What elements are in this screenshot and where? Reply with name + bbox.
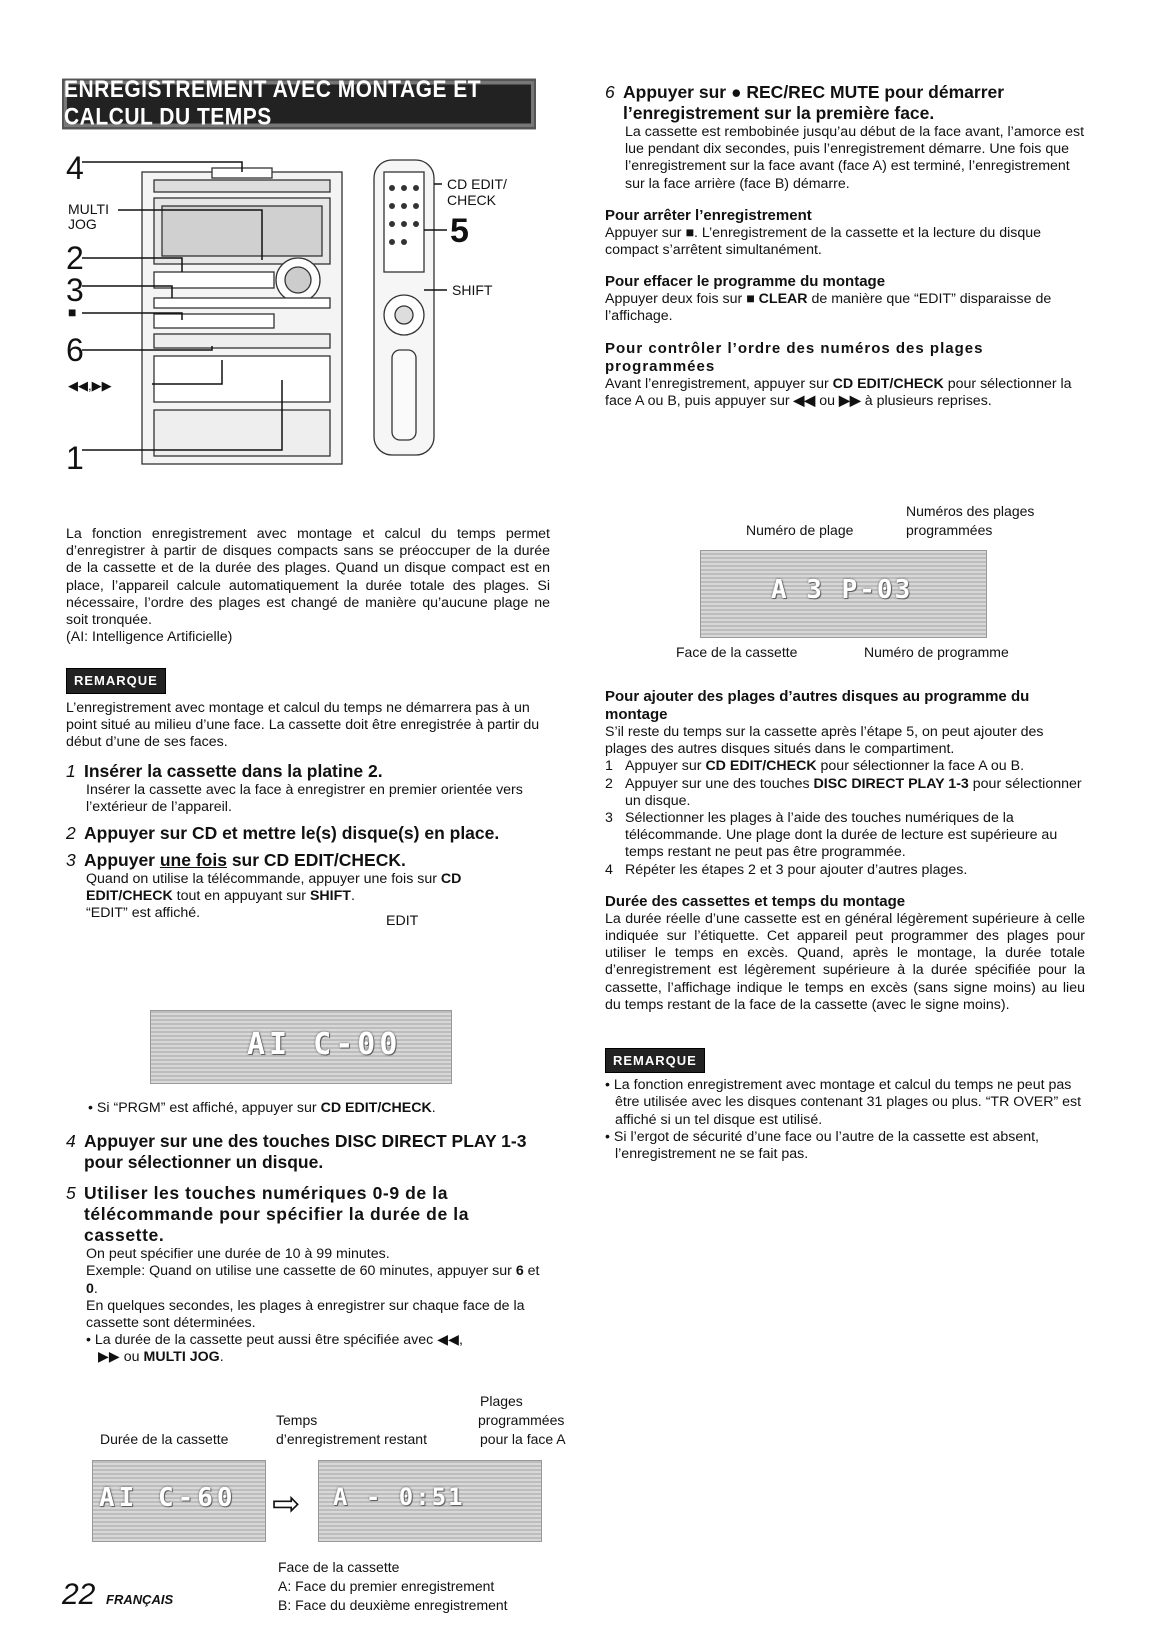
arrow-icon: ⇨	[272, 1485, 301, 1523]
add-body: S’il reste du temps sur la cassette après l’étape 5, on peut ajouter des plages des autres disques situés dans le compartiment.	[605, 724, 1044, 758]
page-language: FRANÇAIS	[106, 1592, 174, 1607]
left-column	[66, 526, 550, 930]
lcd-duration-display	[92, 1460, 266, 1542]
label-step-6: 6	[66, 332, 84, 368]
label-multi-jog: MULTI JOG	[68, 201, 109, 232]
left-column-lower	[66, 1100, 550, 1367]
stop-body: Appuyer sur ■. L’enregistrement de la cassette et la lecture du disque compact s’arrêtent simultanément.	[605, 224, 1042, 259]
remarque2-label: REMARQUE	[605, 1048, 705, 1073]
cap-numeros-1: Numéros des plages	[906, 503, 1035, 519]
remarque2-badge	[605, 1048, 1085, 1073]
list-item: 4 Répéter les étapes 2 et 3 pour ajouter d’autres plages.	[605, 861, 968, 878]
label-step-4: 4	[66, 150, 84, 186]
remarque2-bullet-2: • Si l’ergot de sécurité d’une face ou l’autre de la cassette est absent, l’enregistrement ne se fait pas.	[605, 1128, 1040, 1163]
cap-plages-3: pour la face A	[480, 1431, 566, 1447]
cap-temps-1: Temps	[276, 1412, 318, 1428]
erase-body: Appuyer deux fois sur ■ CLEAR de manière que “EDIT” disparaisse de l’affichage.	[605, 291, 1052, 325]
label-step-2: 2	[66, 240, 84, 276]
step-6-body: La cassette est rembobinée jusqu’au début de la face avant, l’amorce est lue pendant dix secondes, puis l’enregistrement démarre. Une fois que l’enregistrement sur la face avant (face A) est terminé, l’enregistrement sur la face arrière (face B) démarre.	[625, 124, 1085, 192]
lcd-duration-text: AI C-60	[99, 1483, 237, 1513]
check-heading: Pour contrôler l’ordre des numéros des plages programmées	[605, 339, 984, 375]
page-title: ENREGISTREMENT AVEC MONTAGE ET CALCUL DU TEMPS	[62, 79, 536, 130]
cap-duree: Durée de la cassette	[100, 1431, 229, 1447]
remarque2-bullet-1: • La fonction enregistrement avec montage et calcul du temps ne peut pas être utilisée avec les disques contenant 31 plages ou plus. “TR OVER” est affiché si un tel disque est utilisé.	[605, 1077, 1082, 1128]
label-cd-edit-check: CD EDIT/ CHECK	[447, 176, 507, 208]
right-column	[605, 82, 1085, 410]
step-2-heading: 2 Appuyer sur CD et mettre le(s) disque(s) en place.	[66, 822, 500, 843]
list-item: 3 Sélectionner les plages à l’aide des touches numériques de la télécommande. Une plage dont la durée de lecture est supérieure au temps restant ne peut pas être programmée.	[605, 810, 1058, 861]
erase-heading: Pour effacer le programme du montage	[605, 273, 886, 291]
ai-note: (AI: Intelligence Artificielle)	[66, 629, 233, 646]
label-step-1: 1	[66, 440, 84, 476]
lcd-program-text: A 3 P-03	[771, 575, 913, 605]
step-6-heading: 6 Appuyer sur ● REC/REC MUTE pour démarrer l’enregistrement sur la première face.	[605, 82, 1005, 123]
device-diagram	[62, 150, 542, 490]
edit-shown: “EDIT” est affiché.	[86, 905, 201, 922]
list-item: 1 Appuyer sur CD EDIT/CHECK pour sélectionner la face A ou B.	[605, 758, 1025, 775]
check-body: Avant l’enregistrement, appuyer sur CD EDIT/CHECK pour sélectionner la face A ou B, puis appuyer sur ◀◀ ou ▶▶ à plusieurs reprises.	[605, 375, 1072, 409]
label-stop: ■	[68, 304, 77, 320]
face-caption: Face de la cassette A: Face du premier enregistrement B: Face du deuxième enregistrement	[278, 1559, 508, 1613]
page-number: 22	[62, 1578, 96, 1611]
lcd-program-display	[700, 550, 987, 638]
edit-label: EDIT	[386, 913, 419, 930]
cap-plages-1: Plages	[480, 1393, 523, 1409]
cap-numero-programme: Numéro de programme	[864, 644, 1009, 660]
lcd-edit-text: AI C-00	[247, 1027, 402, 1062]
label-skip: ◀◀,▶▶	[68, 378, 112, 393]
duree-heading: Durée des cassettes et temps du montage	[605, 892, 906, 910]
lcd-remaining-text: A - 0:51	[333, 1483, 465, 1511]
step-4-heading: 4 Appuyer sur une des touches DISC DIRECT PLAY 1-3 pour sélectionner un disque.	[66, 1131, 527, 1173]
duree-body: La durée réelle d’une cassette est en général légèrement supérieure à celle indiquée sur l’étiquette. Cet appareil peut programmer des plages pour utiliser le temps en excès. Quand, après le montage, la durée totale d’enregistrement est légèrement supérieure à la durée spécifiée pour la cassette, l’affichage indique le temps en excès (sans signe moins) au lieu du temps restant de la face de la cassette (avec le signe moins).	[605, 910, 1085, 1013]
label-step-5: 5	[450, 212, 469, 250]
step-1-body: Insérer la cassette avec la face à enregistrer en premier orientée vers l’extérieur de l’appareil.	[86, 782, 523, 816]
stop-heading: Pour arrêter l’enregistrement	[605, 206, 812, 224]
remarque-badge	[66, 668, 550, 693]
add-list	[605, 758, 1085, 878]
step-5-heading: 5 Utiliser les touches numériques 0-9 de la télécommande pour spécifier la durée de la cassette.	[66, 1183, 470, 1246]
cap-numero-plage: Numéro de plage	[746, 522, 854, 538]
cap-face: Face de la cassette	[676, 644, 798, 660]
step-1-heading: 1 Insérer la cassette dans la platine 2.	[66, 761, 383, 782]
label-shift: SHIFT	[452, 282, 493, 298]
lcd-edit-display	[150, 1010, 452, 1084]
list-item: 2 Appuyer sur une des touches DISC DIRECT PLAY 1-3 pour sélectionner un disque.	[605, 775, 1082, 809]
intro-text: La fonction enregistrement avec montage et calcul du temps permet d’enregistrer à partir de disques compacts sans se préoccuper de la durée de la cassette et de la durée des plages. Quand un disque compact est en place, l’appareil calcule automatiquement la durée totale des plages. Si nécessaire, l’ordre des plages est changé de manière qu’aucune plage ne soit tronquée.	[66, 526, 550, 629]
cap-numeros-2: programmées	[906, 522, 993, 538]
remarque-text: L’enregistrement avec montage et calcul du temps ne démarrera pas à un point situé au milieu d’une face. La cassette doit être enregistrée à partir du début d’une de ses faces.	[66, 699, 540, 751]
right-column-lower	[605, 688, 1085, 1163]
remarque-label: REMARQUE	[66, 668, 166, 693]
lcd-remaining-display	[318, 1460, 542, 1542]
step-3-body: Quand on utilise la télécommande, appuyer une fois sur CD EDIT/CHECK tout en appuyant sur SHIFT.	[86, 870, 462, 904]
edit-shown-row	[66, 905, 550, 930]
step-3-heading: 3 Appuyer une fois sur CD EDIT/CHECK.	[66, 849, 406, 870]
step-5-body: On peut spécifier une durée de 10 à 99 minutes. Exemple: Quand on utilise une cassette de 60 minutes, appuyer sur 6 et 0. En quelques secondes, les plages à enregistrer sur chaque face de la cassette sont déterminées. • La durée de la cassette peut aussi être spécifiée avec ◀◀, ▶▶ ou MULTI JOG.	[86, 1246, 540, 1366]
add-heading: Pour ajouter des plages d’autres disques au programme du montage	[605, 688, 1030, 723]
label-step-3: 3	[66, 272, 84, 308]
step-3-note: • Si “PRGM” est affiché, appuyer sur CD EDIT/CHECK.	[88, 1100, 436, 1116]
cap-plages-2: programmées	[478, 1412, 565, 1428]
cap-temps-2: d’enregistrement restant	[276, 1431, 427, 1447]
